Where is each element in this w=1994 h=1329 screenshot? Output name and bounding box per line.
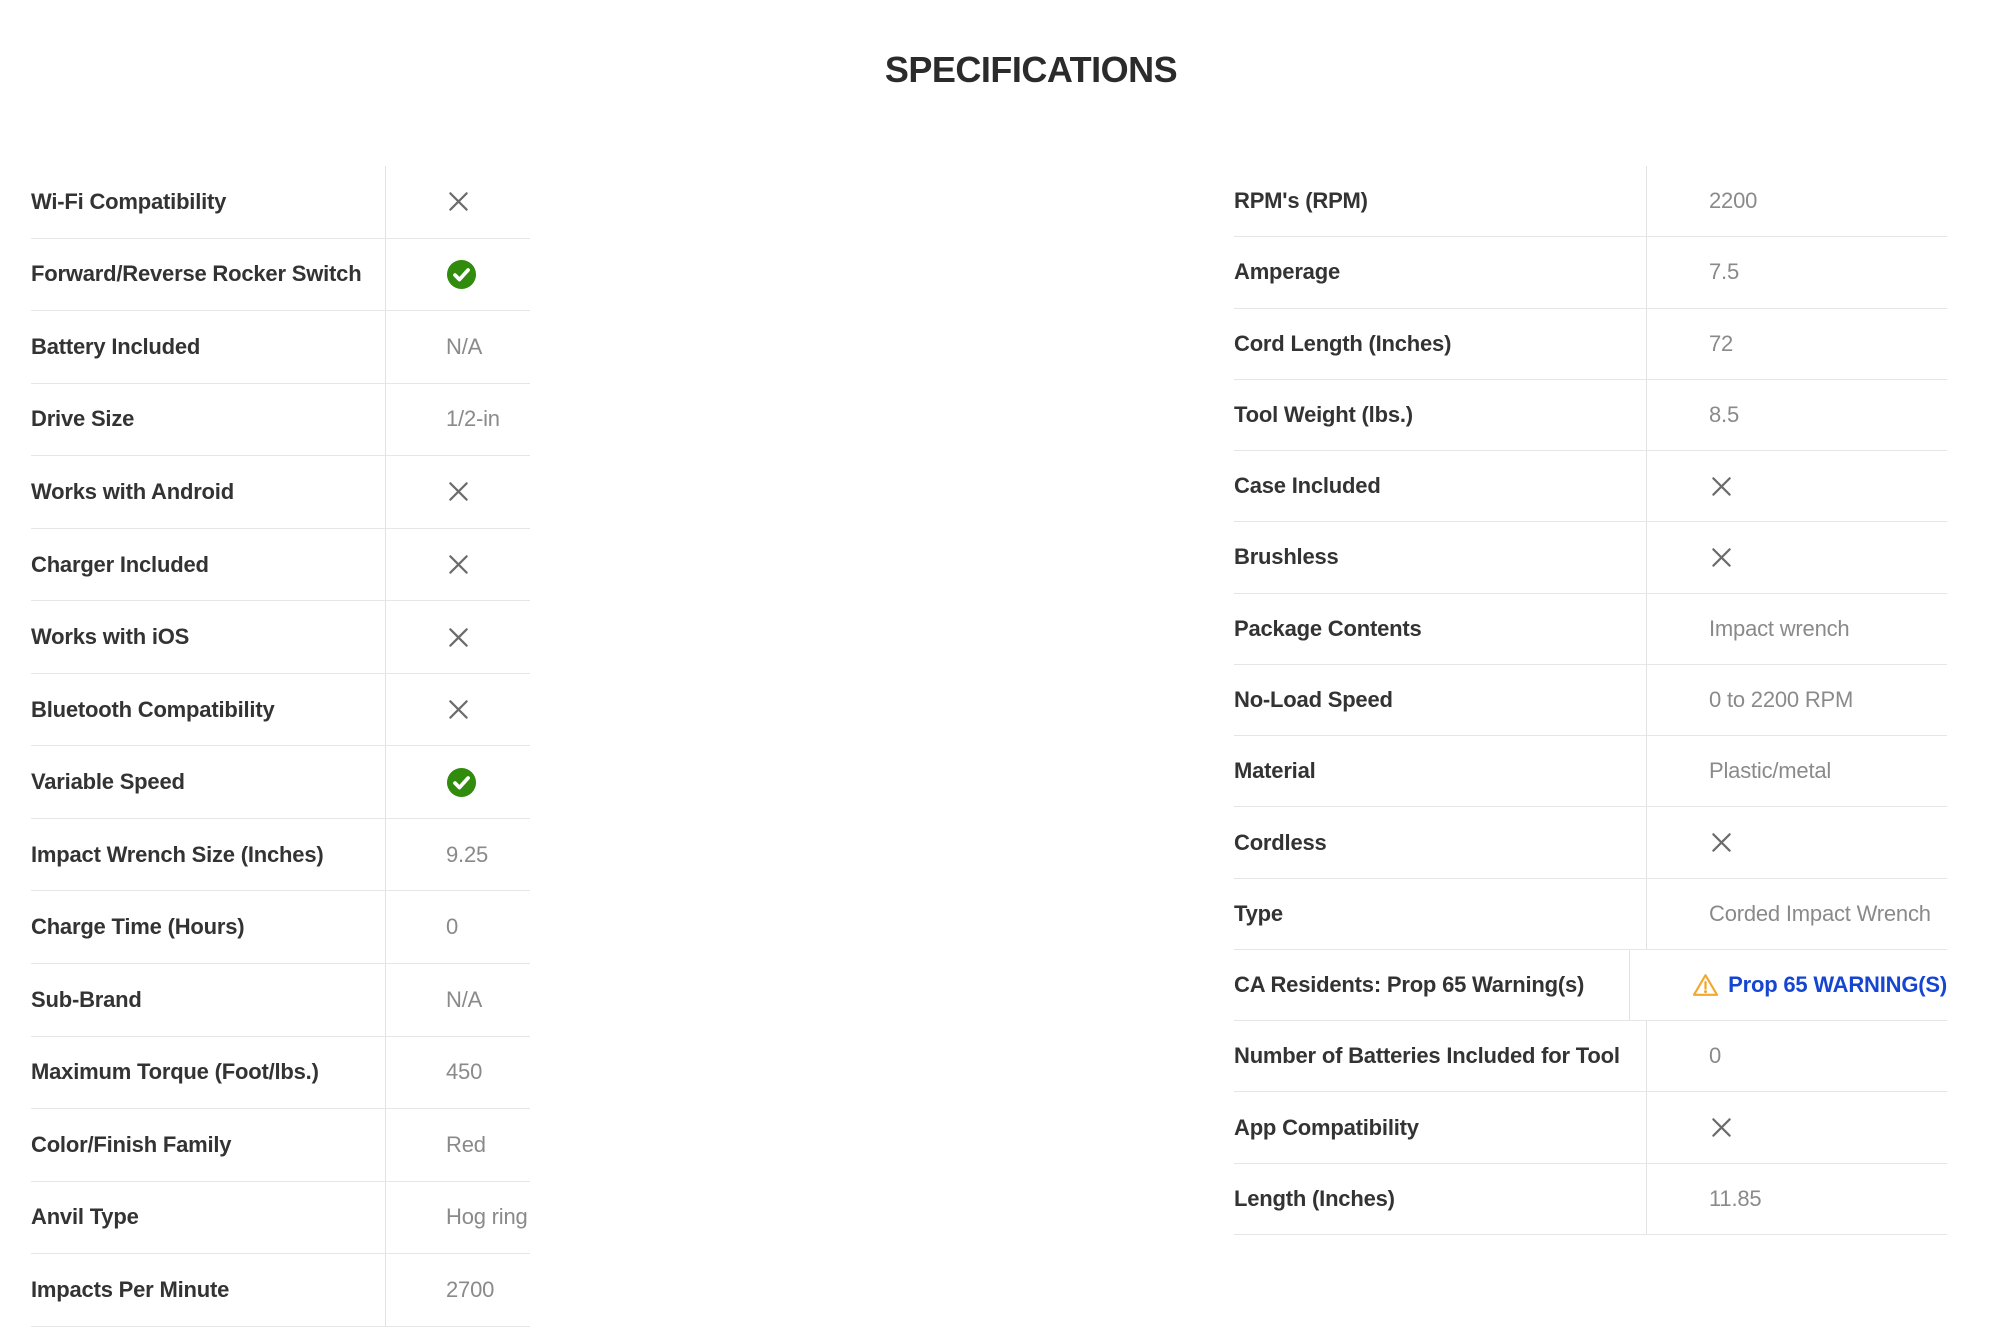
spec-row (1234, 807, 1947, 878)
check-icon (446, 767, 477, 798)
spec-row (1234, 665, 1947, 736)
prop65-warning-link[interactable] (1692, 972, 1947, 998)
spec-row (1234, 522, 1947, 593)
prop65-link-label: Prop 65 WARNING(S) (1728, 972, 1947, 998)
spec-row (1234, 594, 1947, 665)
spec-row (1234, 451, 1947, 522)
x-icon (446, 552, 471, 577)
check-icon (446, 259, 477, 290)
spec-row (31, 601, 530, 674)
spec-label: Package Contents (1234, 615, 1422, 641)
spec-label: Battery Included (31, 333, 201, 359)
spec-label: Works with Android (31, 478, 234, 504)
spec-row (31, 1254, 530, 1327)
spec-row (31, 891, 530, 964)
spec-row (31, 746, 530, 819)
spec-row (31, 819, 530, 892)
spec-value: Plastic/metal (1709, 758, 1832, 784)
spec-value: 2200 (1709, 188, 1758, 214)
spec-row (1234, 309, 1947, 380)
spec-label: Anvil Type (31, 1204, 139, 1230)
x-icon (446, 625, 471, 650)
spec-value: 9.25 (446, 841, 489, 867)
spec-label: Type (1234, 900, 1283, 926)
spec-label: Bluetooth Compatibility (31, 696, 275, 722)
spec-value: 7.5 (1709, 259, 1739, 285)
spec-value: 8.5 (1709, 401, 1739, 427)
spec-label: Number of Batteries Included for Tool (1234, 1043, 1620, 1069)
spec-value: 0 to 2200 RPM (1709, 686, 1854, 712)
spec-value: 2700 (446, 1276, 495, 1302)
x-icon (446, 479, 471, 504)
spec-value: 0 (1709, 1043, 1722, 1069)
spec-row (1234, 166, 1947, 237)
spec-row (31, 384, 530, 457)
spec-label: Tool Weight (lbs.) (1234, 401, 1413, 427)
spec-row (1234, 1021, 1947, 1092)
spec-label: Sub-Brand (31, 986, 142, 1012)
spec-row (31, 674, 530, 747)
spec-label: No-Load Speed (1234, 686, 1393, 712)
specifications-right-table (1234, 166, 1947, 1235)
spec-label: Case Included (1234, 473, 1381, 499)
spec-label: Impacts Per Minute (31, 1276, 230, 1302)
spec-value: 1/2-in (446, 406, 500, 432)
spec-row (1234, 879, 1947, 950)
page-title: SPECIFICATIONS (884, 49, 1178, 90)
spec-label: RPM's (RPM) (1234, 188, 1368, 214)
spec-label: Amperage (1234, 259, 1340, 285)
spec-value: 450 (446, 1059, 483, 1085)
spec-row (1234, 1092, 1947, 1163)
spec-row (31, 456, 530, 529)
spec-label: Brushless (1234, 544, 1339, 570)
spec-label: CA Residents: Prop 65 Warning(s) (1234, 972, 1585, 998)
spec-label: Maximum Torque (Foot/lbs.) (31, 1059, 319, 1085)
spec-row (31, 529, 530, 602)
spec-value: 11.85 (1709, 1185, 1762, 1211)
spec-value: Corded Impact Wrench (1709, 900, 1931, 926)
spec-value: N/A (446, 986, 483, 1012)
x-icon (1709, 474, 1734, 499)
spec-label: Charge Time (Hours) (31, 914, 245, 940)
spec-value: N/A (446, 333, 483, 359)
spec-row (31, 964, 530, 1037)
specifications-left-table (31, 166, 530, 1327)
spec-label: Works with iOS (31, 624, 190, 650)
spec-row (1234, 736, 1947, 807)
spec-value: Red (446, 1131, 486, 1157)
spec-row (1234, 380, 1947, 451)
spec-row (31, 1037, 530, 1110)
x-icon (446, 189, 471, 214)
warning-triangle-icon (1692, 973, 1719, 997)
spec-label: Drive Size (31, 406, 135, 432)
spec-row (31, 239, 530, 312)
spec-row (1234, 237, 1947, 308)
spec-label: Impact Wrench Size (Inches) (31, 841, 324, 867)
x-icon (1709, 545, 1734, 570)
x-icon (446, 697, 471, 722)
spec-row (1234, 950, 1947, 1021)
spec-label: Material (1234, 758, 1316, 784)
spec-label: Wi-Fi Compatibility (31, 188, 227, 214)
x-icon (1709, 1115, 1734, 1140)
spec-label: Cordless (1234, 829, 1327, 855)
spec-label: Cord Length (Inches) (1234, 330, 1452, 356)
spec-label: Forward/Reverse Rocker Switch (31, 261, 362, 287)
spec-label: Variable Speed (31, 769, 185, 795)
spec-value: Hog ring (446, 1204, 528, 1230)
spec-value: Impact wrench (1709, 615, 1850, 641)
spec-label: Length (Inches) (1234, 1185, 1395, 1211)
spec-value: 0 (446, 914, 459, 940)
spec-label: Color/Finish Family (31, 1131, 232, 1157)
spec-row (31, 311, 530, 384)
spec-row (31, 1109, 530, 1182)
spec-row (31, 166, 530, 239)
spec-row (1234, 1164, 1947, 1235)
spec-value: 72 (1709, 330, 1734, 356)
spec-label: App Compatibility (1234, 1114, 1419, 1140)
spec-label: Charger Included (31, 551, 209, 577)
spec-row (31, 1182, 530, 1255)
x-icon (1709, 830, 1734, 855)
